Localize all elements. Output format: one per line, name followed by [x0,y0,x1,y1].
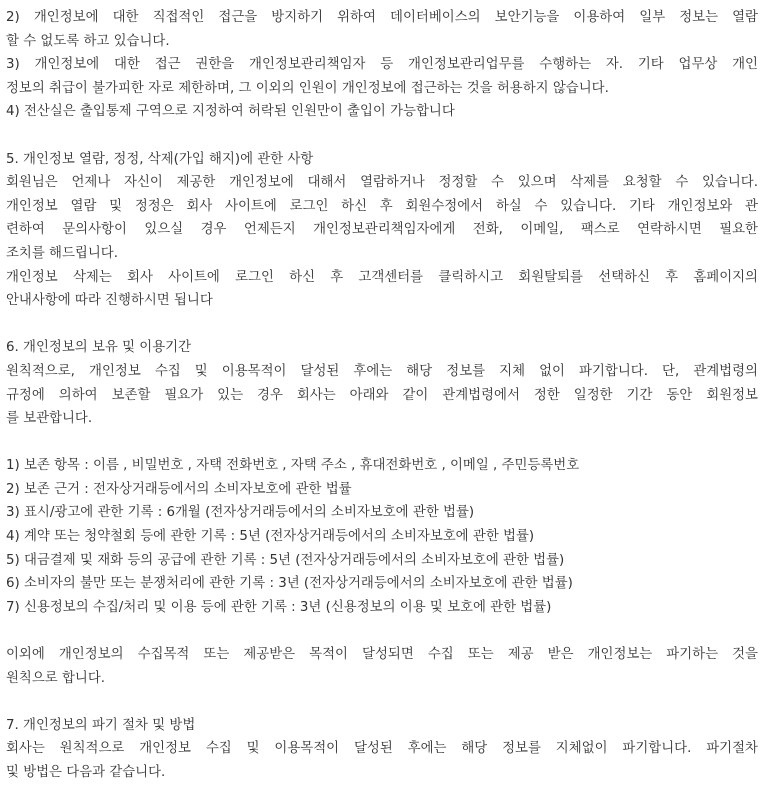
text-line: 7. 개인정보의 파기 절차 및 방법 [6,717,196,733]
text-line: 안내사항에 따라 진행하시면 됩니다 [6,293,213,309]
text-line: 회사는 원칙적으로 개인정보 수집 및 이용목적이 달성된 후에는 해당 정보를 지체없이 파기합니다. 파기절차 [6,741,758,757]
text-line: 개인정보 삭제는 회사 사이트에 로그인 하신 후 고객센터를 클릭하시고 회원탈퇴를 선택하신 후 홈페이지의 [6,269,758,285]
text-line: 정보의 취급이 불가피한 자로 제한하며, 그 이외의 인원이 개인정보에 접근하는 것을 허용하지 않습니다. [6,80,609,96]
text-line: 6) 소비자의 불만 또는 분쟁처리에 관한 기록 : 3년 (전자상거래등에서의 소비자보호에 관한 법률) [6,576,573,592]
text-line: 1) 보존 항목 : 이름 , 비밀번호 , 자택 전화번호 , 자택 주소 , 휴대전화번호 , 이메일 , 주민등록번호 [6,458,580,474]
text-line: 7) 신용정보의 수집/처리 및 이용 등에 관한 기록 : 3년 (신용정보의 이용 및 보호에 관한 법률) [6,599,552,615]
text-line: 및 방법은 다음과 같습니다. [6,765,166,780]
text-line: 원칙으로 합니다. [6,670,106,686]
blank-line [6,619,758,643]
text-line: 련하여 문의사항이 있으실 경우 언제든지 개인정보관리책임자에게 전화, 이메일, 팩스로 연락하시면 필요한 [6,222,758,238]
text-line: 원칙적으로, 개인정보 수집 및 이용목적이 달성된 후에는 해당 정보를 지체 없이 파기합니다. 단, 관계법령의 [6,363,758,379]
text-line: 조치를 해드립니다. [6,245,118,261]
text-line: 규정에 의하여 보존할 필요가 있는 경우 회사는 아래와 같이 관계법령에서 정한 일정한 기간 동안 회원정보 [6,387,758,403]
text-line: 4) 전산실은 출입통제 구역으로 지정하여 허락된 인원만이 출입이 가능합니다 [6,104,455,120]
text-line: 를 보관합니다. [6,411,93,427]
text-line: 2) 개인정보에 대한 직접적인 접근을 방지하기 위하여 데이터베이스의 보안기능을 이용하여 일부 정보는 열람 [6,10,758,25]
text-line: 3) 표시/광고에 관한 기록 : 6개월 (전자상거래등에서의 소비자보호에 관한 법률) [6,505,475,521]
blank-line [6,313,758,337]
text-line: 할 수 없도록 하고 있습니다. [6,33,170,49]
text-line: 5. 개인정보 열람, 정정, 삭제(가입 해지)에 관한 사항 [6,151,314,167]
text-line: 4) 계약 또는 청약철회 등에 관한 기록 : 5년 (전자상거래등에서의 소비자보호에 관한 법률) [6,529,535,545]
text-line: 이외에 개인정보의 수집목적 또는 제공받은 목적이 달성되면 수집 또는 제공 받은 개인정보는 파기하는 것을 [6,647,758,663]
text-line: 5) 대금결제 및 재화 등의 공급에 관한 기록 : 5년 (전자상거래등에서의 소비자보호에 관한 법률) [6,552,565,568]
blank-line [6,431,758,455]
text-line: 개인정보 열람 및 정정은 회사 사이트에 로그인 하신 후 회원수정에서 하실 수 있습니다. 기타 개인정보와 관 [6,198,758,214]
privacy-policy-text [6,6,758,785]
blank-line [6,124,758,148]
text-line: 2) 보존 근거 : 전자상거래등에서의 소비자보호에 관한 법률 [6,481,352,497]
text-line: 6. 개인정보의 보유 및 이용기간 [6,340,192,356]
blank-line [6,690,758,714]
text-line: 3) 개인정보에 대한 접근 권한을 개인정보관리책임자 등 개인정보관리업무를 수행하는 자. 기타 업무상 개인 [6,57,758,73]
text-line: 회원님은 언제나 자신이 제공한 개인정보에 대해서 열람하거나 정정할 수 있으며 삭제를 요청할 수 있습니다. [6,175,758,191]
